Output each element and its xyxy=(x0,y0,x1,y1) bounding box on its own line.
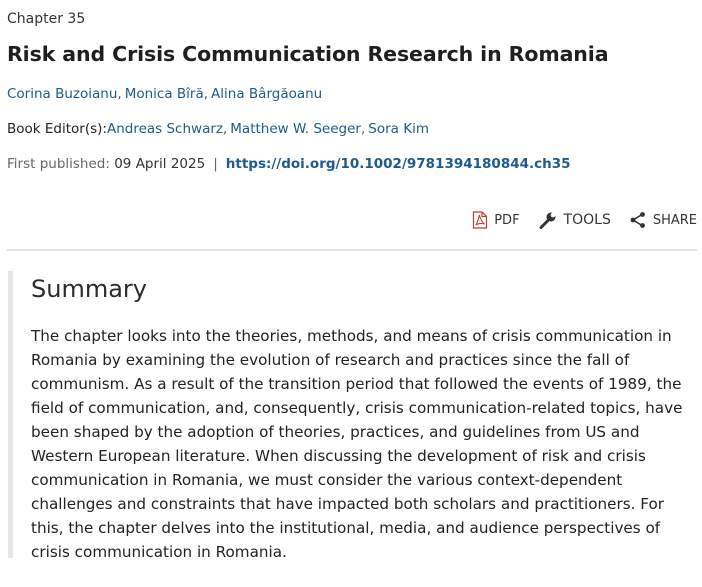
pipe-separator: | xyxy=(213,156,218,172)
author-separator: , xyxy=(117,86,122,102)
editors-label: Book Editor(s): xyxy=(7,121,107,137)
pdf-file-icon xyxy=(472,211,494,229)
wrench-icon xyxy=(538,211,564,229)
page-title: Risk and Crisis Communication Research in Romania xyxy=(7,42,609,66)
author-separator: , xyxy=(203,86,209,102)
share-button[interactable] xyxy=(629,211,697,229)
author-link[interactable]: Corina Buzoianu xyxy=(7,86,118,102)
summary-heading: Summary xyxy=(31,275,147,303)
pdf-button[interactable] xyxy=(472,211,519,229)
editor-link[interactable]: Matthew W. Seeger xyxy=(230,121,361,137)
chapter-label: Chapter 35 xyxy=(7,11,86,27)
editor-link[interactable]: Sora Kim xyxy=(368,121,429,137)
section-divider xyxy=(7,249,697,251)
article-toolbar xyxy=(454,211,697,229)
author-list xyxy=(7,86,322,102)
tools-label: TOOLS xyxy=(563,212,611,228)
pdf-label: PDF xyxy=(494,212,520,228)
book-editors xyxy=(7,121,429,137)
editor-link[interactable]: Andreas Schwarz xyxy=(106,121,223,137)
first-published-label: First published: xyxy=(7,156,110,172)
summary-section xyxy=(8,271,699,561)
summary-text: The chapter looks into the theories, methods, and means of crisis communication in Romania by examining the evolution of research and practices since the fall of communism. As a result of the transition period that followed the events of 1989, the field of communication, and, consequently, crisis communication-related topics, have been shaped by the adoption of theories, practices, and guidelines from US and Western European literature. When discussing the development of risk and crisis communication in Romania, we must consider the various context-dependent challenges and constraints that have impacted both scholars and practitioners. For this, the chapter delves into the institutional, media, and audience perspectives of crisis communication in Romania. xyxy=(31,327,683,561)
share-label: SHARE xyxy=(652,212,697,228)
share-icon xyxy=(629,211,653,229)
doi-link[interactable]: https://doi.org/10.1002/9781394180844.ch35 xyxy=(225,156,571,172)
editor-separator: , xyxy=(360,121,366,137)
author-link[interactable]: Monica Bîră xyxy=(124,86,204,102)
editor-separator: , xyxy=(222,121,228,137)
tools-button[interactable] xyxy=(538,211,611,229)
publication-info xyxy=(7,156,571,172)
publication-date: 09 April 2025 xyxy=(114,156,206,172)
author-link[interactable]: Alina Bârgăoanu xyxy=(211,86,323,102)
